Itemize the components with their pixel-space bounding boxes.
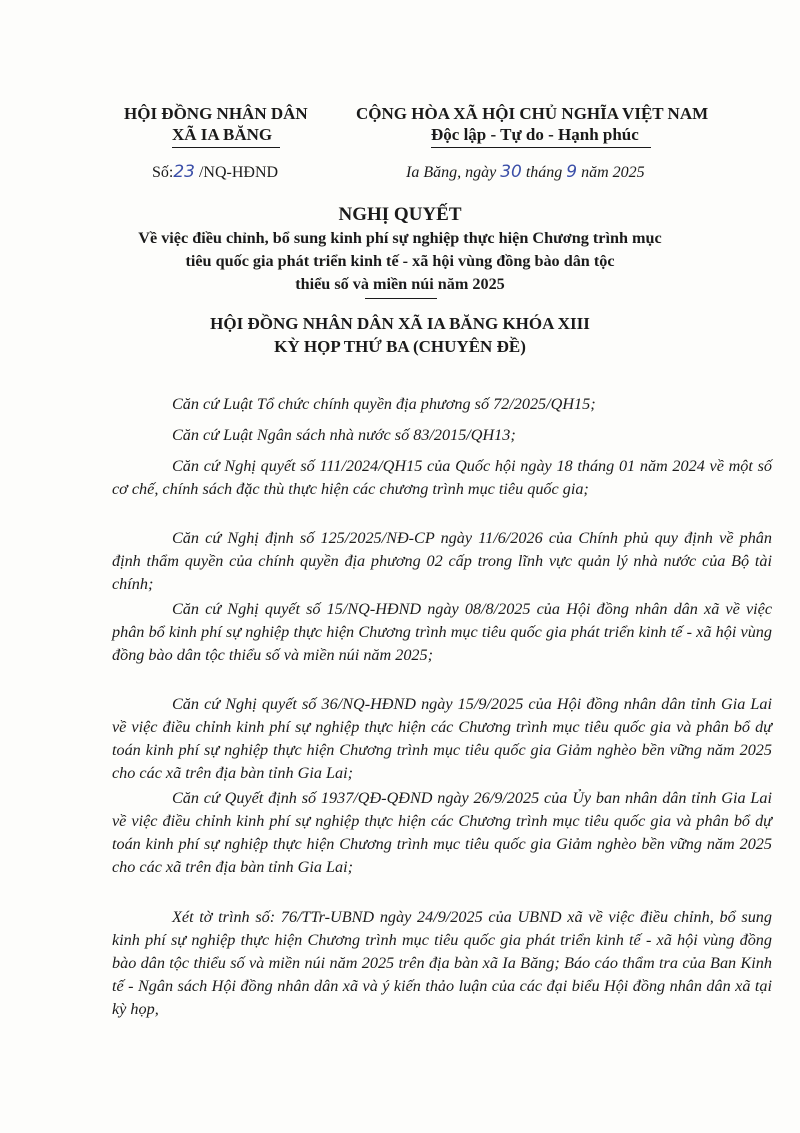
title-underline — [365, 298, 437, 299]
document-number — [152, 162, 278, 182]
legal-basis-paragraph: Căn cứ Luật Ngân sách nhà nước số 83/2015/QH13; — [172, 426, 516, 444]
number-suffix: /NQ-HĐND — [198, 164, 279, 181]
republic-name: CỘNG HÒA XÃ HỘI CHỦ NGHĨA VIỆT NAM — [356, 104, 709, 123]
document-title: NGHỊ QUYẾT — [338, 204, 462, 225]
date-month-handwritten: 9 — [566, 162, 578, 182]
number-handwritten: 23 — [173, 162, 195, 182]
document-date — [406, 162, 645, 182]
commune-underline — [172, 147, 280, 148]
legal-basis-paragraph: Căn cứ Nghị quyết số 36/NQ-HĐND ngày 15/9/2025 của Hội đồng nhân dân tỉnh Gia Lai về việc điều chỉnh kinh phí sự nghiệp thực hiện các Chương trình mục tiêu quốc gia và phân bổ dự toán kinh phí sự nghiệp thực hiện Chương trình mục tiêu quốc gia Giảm nghèo bền vững năm 2025 cho các xã trên địa bàn tỉnh Gia Lai; — [112, 695, 772, 782]
session-council: HỘI ĐỒNG NHÂN DÂN XÃ IA BĂNG KHÓA XIII — [210, 314, 590, 333]
date-day-handwritten: 30 — [500, 162, 522, 182]
consideration-paragraph: Xét tờ trình số: 76/TTr-UBND ngày 24/9/2025 của UBND xã về việc điều chỉnh, bổ sung kinh phí sự nghiệp thực hiện Chương trình mục tiêu quốc gia phát triển kinh tế - xã hội vùng đồng bào dân tộc thiểu số và miền núi năm 2025 trên địa bàn xã Ia Băng; Báo cáo thẩm tra của Ban Kinh tế - Ngân sách Hội đồng nhân dân xã và ý kiến thảo luận của các đại biểu Hội đồng nhân dân xã tại kỳ họp, — [112, 908, 772, 1018]
legal-basis-paragraph: Căn cứ Luật Tổ chức chính quyền địa phương số 72/2025/QH15; — [172, 395, 596, 413]
number-prefix: Số: — [152, 164, 174, 181]
session-meeting: KỲ HỌP THỨ BA (CHUYÊN ĐỀ) — [274, 337, 526, 356]
legal-basis-paragraph: Căn cứ Nghị định số 125/2025/NĐ-CP ngày 11/6/2026 của Chính phủ quy định về phân định thẩm quyền của chính quyền địa phương 02 cấp trong lĩnh vực quản lý nhà nước của Bộ tài chính; — [112, 529, 772, 593]
title-subject-line-2: tiêu quốc gia phát triển kinh tế - xã hội vùng đồng bào dân tộc — [185, 252, 615, 270]
title-subject-line-1: Về việc điều chỉnh, bổ sung kinh phí sự nghiệp thực hiện Chương trình mục — [138, 229, 662, 247]
legal-basis-paragraph: Căn cứ Quyết định số 1937/QĐ-QĐND ngày 26/9/2025 của Ủy ban nhân dân tỉnh Gia Lai về việc điều chỉnh kinh phí sự nghiệp thực hiện các Chương trình mục tiêu quốc gia và phân bổ dự toán kinh phí sự nghiệp thực hiện Chương trình mục tiêu quốc gia Giảm nghèo bền vững năm 2025 cho các xã trên địa bàn tỉnh Gia Lai; — [112, 789, 772, 876]
council-name: HỘI ĐỒNG NHÂN DÂN — [124, 104, 308, 123]
legal-basis-paragraph: Căn cứ Nghị quyết số 111/2024/QH15 của Quốc hội ngày 18 tháng 01 năm 2024 về một số cơ chế, chính sách đặc thù thực hiện các chương trình mục tiêu quốc gia; — [112, 457, 772, 498]
commune-name: XÃ IA BĂNG — [172, 125, 273, 144]
date-prefix: Ia Băng, ngày — [406, 164, 497, 181]
national-motto: Độc lập - Tự do - Hạnh phúc — [431, 125, 639, 144]
motto-underline — [431, 147, 651, 148]
title-subject-line-3: thiểu số và miền núi năm 2025 — [295, 275, 505, 293]
legal-basis-paragraph: Căn cứ Nghị quyết số 15/NQ-HĐND ngày 08/8/2025 của Hội đồng nhân dân xã về việc phân bổ kinh phí sự nghiệp thực hiện Chương trình mục tiêu quốc gia phát triển kinh tế - xã hội vùng đồng bào dân tộc thiểu số và miền núi năm 2025; — [112, 600, 772, 664]
date-year: năm 2025 — [581, 164, 645, 181]
date-month-label: tháng — [525, 164, 563, 181]
